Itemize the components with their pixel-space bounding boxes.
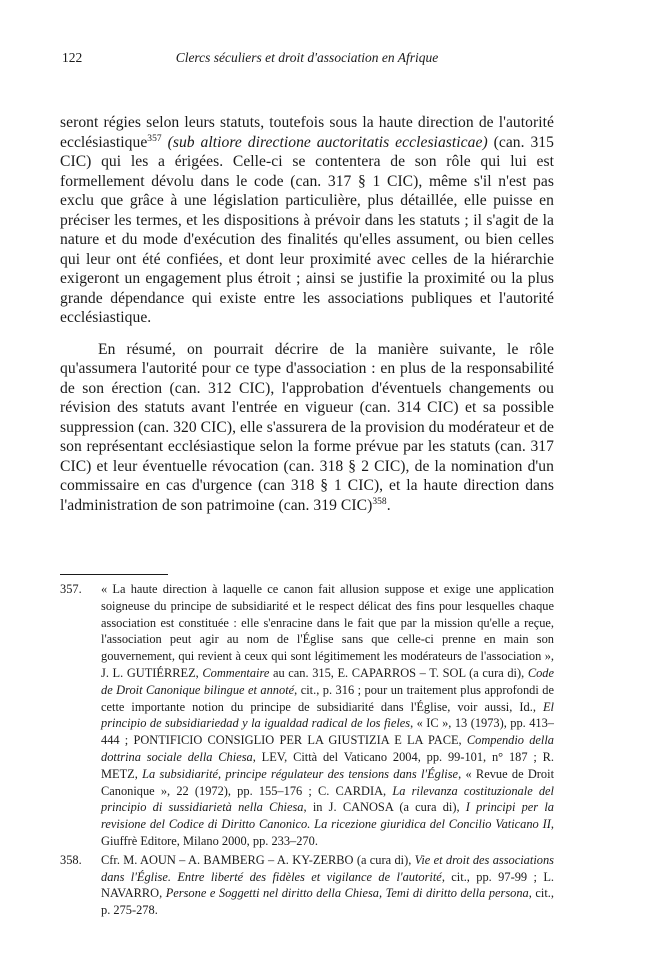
footnote-title: La rilevanza costituzionale del principio di sussidiarietà nella Chiesa [101,783,554,815]
footnote-text: au can. 315, E. CAPARROS – T. SOL (a cura di), [269,665,528,680]
footnote-text: Cfr. M. AOUN – A. BAMBERG – A. KY-ZERBO (a cura di), [101,852,415,867]
paragraph-1 [60,113,554,328]
p2-text-a: En résumé, on pourrait décrire de la manière suivante, le rôle qu'assumera l'autorité pour ce type d'association : en plus de la responsabilité de son érection (can. 312 CIC), l'approbation d'éventuels changements ou révision des statuts avant l'entrée en vigueur (can. 314 CIC) et sa possible suppression (can. 320 CIC), elle s'assurera de la provision du modérateur et de son représentant ecclésiastique selon la forme prévue par les statuts (can. 317 CIC) et leur éventuelle révocation (can. 318 § 2 CIC), de la nomination d'un commissaire en cas d'urgence (can 318 § 1 CIC), et la haute direction dans l'administration de son patrimoine (can. 319 CIC) [60,340,554,514]
footnote-text: , cit., p. 316 ; pour un traitement plus approfondi de cette importante notion du principe de subsidiarité dans l'Église, voir aussi, Id., [101,682,554,714]
footnote-number: 358. [60,852,82,867]
footnotes [60,581,554,919]
p2-end: . [386,496,391,514]
footnote-separator [60,574,168,575]
footnote-text: , LEV, Città del Vaticano 2004, pp. 99-101, n° 187 ; R. METZ, [101,749,555,781]
p1-text-d: (can. 315 CIC) qui les a érigées. Celle-ci se contentera de son rôle qui lui est formellement dévolu dans le code (can. 317 § 1 CIC), même s'il n'est pas exclu que grâce à une législation particulière, plus détaillée, elle puisse en préciser les termes, et les dispositions à prévoir dans les statuts ; il s'agit de la nature et du mode d'exécution des finalités qu'elles assument, ou bien celles qui leur ont été confiées, et dont leur proximité avec celles de la hiérarchie exigeront un engagement plus étroit ; ainsi se justifie la proximité ou la plus grande dépendance qui existe entre les associations publiques et l'autorité ecclésiastique. [60,133,555,326]
footnote-title: El principio de subsidiariedad y la igualdad radical de los fieles [101,699,554,731]
p1-text-a: seront régies selon leurs statuts, toutefois sous la haute direction de l'autorité ecclésiastique [60,114,554,151]
footnote-title: Commentaire [202,665,270,680]
running-header [62,50,552,68]
footnote-ref-358[interactable]: 358 [372,496,387,507]
footnote-text: « La haute direction à laquelle ce canon fait allusion suppose et exige une application soigneuse du principe de subsidiarité et le respect délicat des fins pour lesquelles chaque association est constituée : elle s'enracine dans le fait que par la mission qu'elle a reçue, l'association peut agir au nom de l'Église sans que celle-ci prenne en main son gouvernement, qui revient à ceux qui sont légitimement les modérateurs de l'association », J. L. GUTIÉRREZ, [101,582,554,680]
footnote-text: , Giuffrè Editore, Milano 2000, pp. 233–270. [101,817,554,848]
paragraph-2 [60,340,554,516]
footnote-358 [60,852,554,919]
footnote-ref-357[interactable]: 357 [147,133,162,144]
footnote-text: , in J. CANOSA (a cura di), [303,800,466,815]
footnote-title: Compendio della dottrina sociale della Chiesa [101,733,554,764]
page-number: 122 [62,50,83,65]
footnote-title: Persone e Soggetti nel diritto della Chiesa, Temi di diritto della persona [165,886,529,901]
footnote-text: , « Revue de Droit Canonique », 22 (1972), pp. 155–176 ; C. CARDIA, [101,766,555,798]
running-title: Clercs séculiers et droit d'association en Afrique [175,50,439,65]
footnote-title: I principi per la revisione del Codice di Diritto Canonico. La ricezione giuridica del Concilio Vaticano II [101,800,554,832]
p1-latin-phrase: (sub altiore directione auctoritatis ecclesiasticae) [167,133,488,151]
footnote-number: 357. [60,582,82,596]
footnote-text: , cit., pp. 97-99 ; L. NAVARRO, [101,869,554,901]
footnote-text: , cit., p. 275-278. [101,886,554,918]
footnote-357 [60,581,554,850]
footnote-title: La subsidiarité, principe régulateur des tensions dans l'Église [142,766,459,781]
footnote-title: Code de Droit Canonique bilingue et annoté [101,665,554,697]
footnote-text: , « IC », 13 (1973), pp. 413–444 ; PONTIFICIO CONSIGLIO PER LA GIUSTIZIA E LA PACE, [101,716,554,748]
main-text [60,113,554,515]
footnote-title: Vie et droit des associations dans l'Église. Entre liberté des fidèles et vigilance de l'autorité [101,852,554,884]
